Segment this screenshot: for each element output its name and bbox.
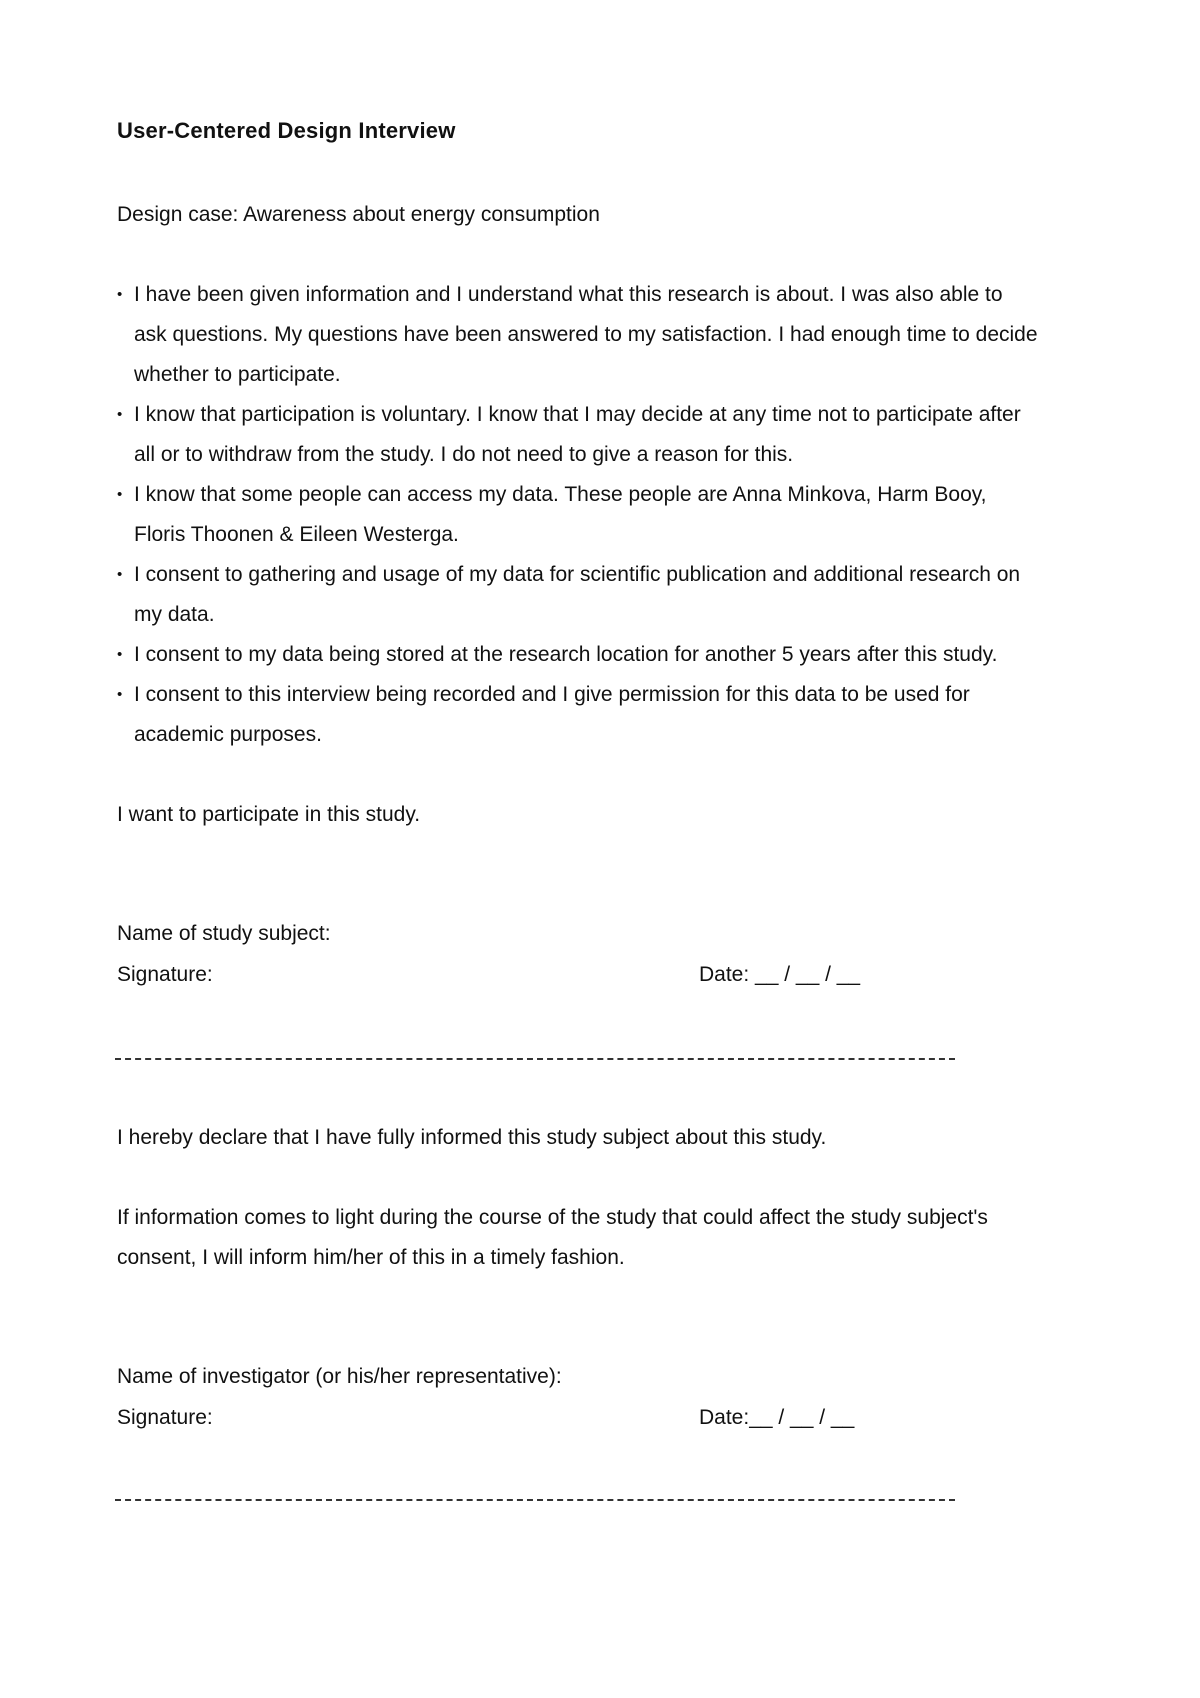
consent-item-continuation bbox=[117, 515, 1097, 555]
consent-item-text: I know that participation is voluntary. I know that I may decide at any time not to participate after bbox=[134, 403, 1021, 426]
consent-item-text: I consent to this interview being recorded and I give permission for this data to be used for bbox=[134, 683, 970, 706]
consent-item-continuation bbox=[117, 355, 1097, 395]
bullet-icon: • bbox=[117, 286, 123, 303]
bullet-icon: • bbox=[117, 486, 123, 503]
consent-item-text: I consent to gathering and usage of my data for scientific publication and additional research on bbox=[134, 563, 1021, 586]
consent-item-text: I have been given information and I understand what this research is about. I was also able to bbox=[134, 283, 1003, 306]
consent-item-text: ask questions. My questions have been answered to my satisfaction. I had enough time to decide bbox=[134, 323, 1038, 346]
consent-item-text: Floris Thoonen & Eileen Westerga. bbox=[134, 523, 459, 546]
consent-item bbox=[117, 675, 1097, 715]
consent-item-continuation bbox=[117, 435, 1097, 475]
investigator-date-label: Date:__ / __ / __ bbox=[699, 1406, 855, 1429]
investigator-name-label: Name of investigator (or his/her representative): bbox=[117, 1365, 562, 1388]
investigator-declaration: I hereby declare that I have fully informed this study subject about this study. bbox=[117, 1126, 827, 1149]
information-statement-line: consent, I will inform him/her of this in a timely fashion. bbox=[117, 1246, 625, 1269]
design-case-line: Design case: Awareness about energy consumption bbox=[117, 203, 600, 226]
study-subject-name-label: Name of study subject: bbox=[117, 922, 331, 945]
consent-bullet-list bbox=[117, 275, 1097, 755]
consent-item-text: I know that some people can access my data. These people are Anna Minkova, Harm Booy, bbox=[134, 483, 987, 506]
dashed-divider bbox=[115, 1499, 955, 1503]
bullet-icon: • bbox=[117, 406, 123, 423]
information-statement-line: If information comes to light during the course of the study that could affect the study subject's bbox=[117, 1206, 988, 1229]
bullet-icon: • bbox=[117, 566, 123, 583]
bullet-icon: • bbox=[117, 686, 123, 703]
participation-statement: I want to participate in this study. bbox=[117, 803, 421, 826]
consent-item-continuation bbox=[117, 315, 1097, 355]
consent-item-continuation bbox=[117, 595, 1097, 635]
bullet-icon: • bbox=[117, 646, 123, 663]
investigator-signature-label: Signature: bbox=[117, 1406, 213, 1429]
consent-item-continuation bbox=[117, 715, 1097, 755]
dashed-divider bbox=[115, 1058, 955, 1062]
consent-item bbox=[117, 555, 1097, 595]
consent-item-text: I consent to my data being stored at the research location for another 5 years after this study. bbox=[134, 643, 998, 666]
consent-item bbox=[117, 395, 1097, 435]
consent-item-text: my data. bbox=[134, 603, 215, 626]
study-subject-date-label: Date: __ / __ / __ bbox=[699, 963, 861, 986]
study-subject-signature-label: Signature: bbox=[117, 963, 213, 986]
consent-item bbox=[117, 475, 1097, 515]
document-title: User-Centered Design Interview bbox=[117, 118, 456, 143]
consent-item bbox=[117, 635, 1097, 675]
consent-item-text: academic purposes. bbox=[134, 723, 322, 746]
consent-item-text: whether to participate. bbox=[134, 363, 341, 386]
consent-item-text: all or to withdraw from the study. I do not need to give a reason for this. bbox=[134, 443, 794, 466]
consent-item bbox=[117, 275, 1097, 315]
